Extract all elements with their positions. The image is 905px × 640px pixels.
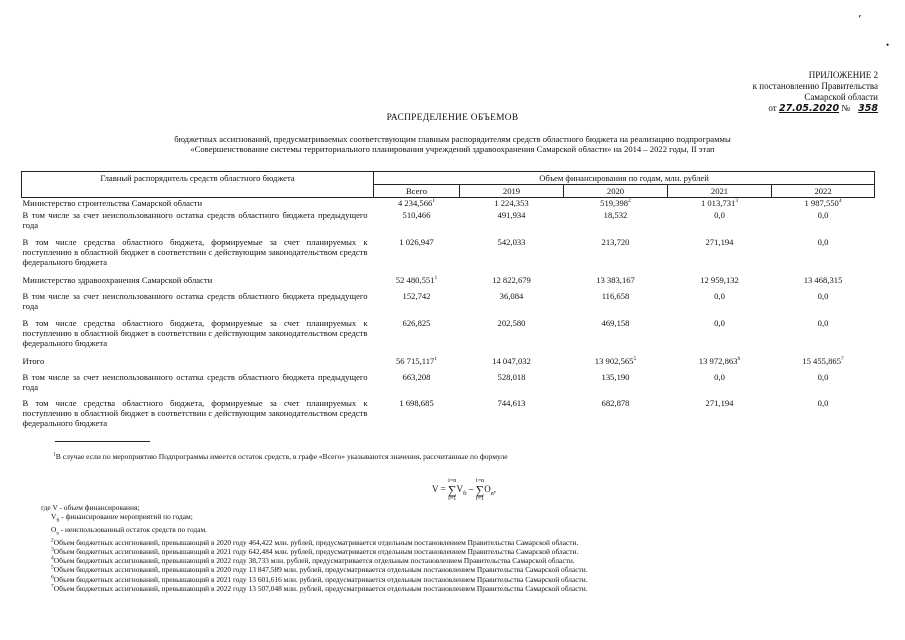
title-line-1: РАСПРЕДЕЛЕНИЕ ОБЪЕМОВ xyxy=(386,113,519,123)
col-header-2019: 2019 xyxy=(460,185,564,198)
row-minstroy-federal xyxy=(22,237,875,275)
cell-2022 xyxy=(772,398,875,435)
cell-value: 52 480,551 xyxy=(395,274,435,285)
row-label: В том числе за счет неиспользованного остатка средств областного бюджета предыдущего года xyxy=(22,371,368,392)
footnote-separator xyxy=(55,441,150,442)
cell-value: 36,084 xyxy=(499,290,524,301)
cell-value: 0,0 xyxy=(714,371,725,382)
cell-value: 152,742 xyxy=(402,290,431,301)
formula-tail: , xyxy=(493,484,496,495)
cell-2021 xyxy=(668,210,772,237)
cell-2021 xyxy=(668,398,772,435)
appendix-line-3: Самарской области xyxy=(804,91,878,102)
cell-value: 0,0 xyxy=(714,317,725,328)
cell-value: 4 234,566 xyxy=(397,198,433,209)
date-prefix: от xyxy=(768,102,777,113)
sum-symbol-2: i=n ∑ i=1 xyxy=(475,478,485,502)
cell-2019 xyxy=(460,356,564,372)
cell-value: 469,158 xyxy=(601,317,630,328)
cell-2022 xyxy=(772,237,875,275)
row-label: В том числе средства областного бюджета, формируемые за счет планируемых к поступлению в областной бюджет в соответствии с действующим законодательством средств федерального бюджета xyxy=(22,397,368,429)
cell-2020 xyxy=(564,198,668,210)
cell-value: 0,0 xyxy=(817,317,829,328)
cell-total xyxy=(374,318,460,356)
col-header-2022: 2022 xyxy=(772,185,875,198)
cell-value: 271,194 xyxy=(705,397,734,408)
cell-2019 xyxy=(460,198,564,210)
cell-value: 13 972,863 xyxy=(698,355,738,366)
cell-2022 xyxy=(772,275,875,291)
budget-table xyxy=(21,171,875,435)
row-minstroy xyxy=(22,198,875,210)
cell-value: 510,466 xyxy=(402,209,431,220)
cell-footnote-ref: 4 xyxy=(838,198,842,205)
cell-value: 542,033 xyxy=(497,236,526,247)
legend-on-symbol: O xyxy=(51,524,57,534)
legend-vfi-sub: fi xyxy=(56,518,60,524)
cell-2021 xyxy=(668,291,772,318)
handwritten-number: 358 xyxy=(858,102,878,114)
cell-value: 12 959,132 xyxy=(700,274,739,285)
cell-value: 1 013,731 xyxy=(700,198,736,209)
formula-term-2: O xyxy=(484,484,491,495)
footnote-2 xyxy=(51,538,588,547)
col-header-2020: 2020 xyxy=(564,185,668,198)
legend-on-sub: n xyxy=(56,531,59,537)
cell-value: 202,580 xyxy=(497,317,526,328)
footnote-sup: 3 xyxy=(51,546,54,553)
cell-value: 744,613 xyxy=(497,397,526,408)
cell-value: 0,0 xyxy=(817,371,829,382)
cell-2021 xyxy=(668,198,772,210)
cell-value: 13 383,167 xyxy=(596,274,635,285)
cell-value: 1 987,550 xyxy=(804,198,839,209)
cell-value: 0,0 xyxy=(714,209,725,220)
cell-value: 1 026,947 xyxy=(399,236,434,247)
cell-2020 xyxy=(564,237,668,275)
cell-2021 xyxy=(668,372,772,398)
cell-2022 xyxy=(772,318,875,356)
document-title xyxy=(0,113,905,154)
cell-2020 xyxy=(564,398,668,435)
legend-on xyxy=(41,525,588,538)
cell-value: 663,208 xyxy=(402,371,431,382)
footnote-6 xyxy=(51,575,588,584)
row-label: Министерство здравоохранения Самарской области xyxy=(22,274,213,285)
cell-footnote-ref: 5 xyxy=(633,355,637,362)
legend-where: где V - объем финансирования; xyxy=(41,503,140,512)
formula-term-1: V xyxy=(456,484,463,495)
cell-2021 xyxy=(668,356,772,372)
row-minzdrav xyxy=(22,275,875,291)
footnote-text: Объем бюджетных ассигнований, превышающий в 2020 году 13 847,589 млн. рублей, предусматривается отдельным постановлением Правительства Самарской области. xyxy=(53,565,588,575)
cell-value: 1 224,353 xyxy=(494,198,529,209)
cell-2022 xyxy=(772,291,875,318)
sum2-bottom: i=1 xyxy=(475,496,484,502)
footnote-5 xyxy=(51,565,588,574)
cell-value: 13 902,565 xyxy=(594,355,634,366)
cell-total xyxy=(374,198,460,210)
header-main: Главный распорядитель средств областного бюджета xyxy=(22,172,374,198)
cell-value: 0,0 xyxy=(817,209,829,220)
cell-value: 491,934 xyxy=(497,209,526,220)
cell-2022 xyxy=(772,198,875,210)
cell-value: 271,194 xyxy=(705,236,734,247)
col-header-total: Всего xyxy=(374,185,460,198)
sum2-top: i=n xyxy=(475,478,484,484)
cell-2020 xyxy=(564,291,668,318)
row-minzdrav-federal xyxy=(22,318,875,356)
formula-term-2-sub: n xyxy=(490,490,494,497)
cell-value: 213,720 xyxy=(601,236,630,247)
legend-vfi xyxy=(41,512,588,525)
footnote-sup: 4 xyxy=(51,555,54,562)
footnote-1-sup: 1 xyxy=(53,451,56,458)
footnote-sup: 6 xyxy=(51,574,54,581)
legend xyxy=(41,503,588,593)
cell-2020 xyxy=(564,372,668,398)
cell-2022 xyxy=(772,356,875,372)
cell-footnote-ref: 3 xyxy=(735,198,739,205)
row-label: В том числе за счет неиспользованного остатка средств областного бюджета предыдущего года xyxy=(22,209,368,230)
cell-2019 xyxy=(460,398,564,435)
header-group: Объем финансирования по годам, млн. рублей xyxy=(374,172,875,185)
cell-2020 xyxy=(564,275,668,291)
formula-term-1-sub: fi xyxy=(462,490,467,497)
formula-lhs: V = xyxy=(432,484,446,495)
cell-value: 13 468,315 xyxy=(803,274,843,285)
sum1-bottom: i=1 xyxy=(448,496,457,502)
cell-2022 xyxy=(772,210,875,237)
legend-on-text: - неиспользованный остаток средств по годам. xyxy=(58,524,207,534)
number-prefix: № xyxy=(841,102,850,113)
cell-value: 519,398 xyxy=(600,198,629,209)
cell-total xyxy=(374,356,460,372)
cell-value: 135,190 xyxy=(601,371,630,382)
cell-value: 116,658 xyxy=(601,290,630,301)
cell-total xyxy=(374,275,460,291)
cell-value: 0,0 xyxy=(817,397,829,408)
footnote-sup: 2 xyxy=(51,537,54,544)
cell-value: 626,825 xyxy=(402,317,431,328)
cell-value: 528,018 xyxy=(497,371,526,382)
footnote-sup: 5 xyxy=(51,564,54,571)
cell-footnote-ref: 1 xyxy=(432,198,436,205)
cell-value: 0,0 xyxy=(714,290,725,301)
footnote-3 xyxy=(51,547,588,556)
cell-2022 xyxy=(772,372,875,398)
row-label: Итого xyxy=(22,355,45,366)
footnote-text: Объем бюджетных ассигнований, превышающий в 2021 году 642,484 млн. рублей, предусматривается отдельным постановлением Правительства Самарской области. xyxy=(53,546,579,556)
cell-value: 14 047,032 xyxy=(492,355,531,366)
cell-2019 xyxy=(460,237,564,275)
cell-total xyxy=(374,291,460,318)
footnote-text: Объем бюджетных ассигнований, превышающий в 2022 году 13 507,048 млн. рублей, предусматривается отдельным постановлением Правительства Самарской области. xyxy=(53,583,588,593)
col-header-2021: 2021 xyxy=(668,185,772,198)
cell-total xyxy=(374,372,460,398)
cell-2019 xyxy=(460,318,564,356)
cell-footnote-ref: 2 xyxy=(628,198,631,205)
sum1-top: i=n xyxy=(448,478,457,484)
handwritten-date: 27.05.2020 xyxy=(778,102,840,114)
footnote-text: Объем бюджетных ассигнований, превышающий в 2020 году 464,422 млн. рублей, предусматривается отдельным постановлением Правительства Самарской области. xyxy=(53,537,579,547)
footnote-1-text: В случае если по мероприятию Подпрограммы имеется остаток средств, в графе «Всего» указываются значения, рассчитанные по формуле xyxy=(55,452,508,461)
corner-dot: • xyxy=(886,40,890,50)
row-minzdrav-remainder xyxy=(22,291,875,318)
footnote-7 xyxy=(51,584,588,593)
cell-footnote-ref: 6 xyxy=(737,355,741,362)
appendix-title: ПРИЛОЖЕНИЕ 2 xyxy=(808,70,878,80)
cell-value: 15 455,865 xyxy=(802,355,841,366)
cell-total xyxy=(374,237,460,275)
cell-footnote-ref: 1 xyxy=(434,274,438,281)
cell-value: 12 822,679 xyxy=(492,274,531,285)
cell-2020 xyxy=(564,210,668,237)
cell-total xyxy=(374,210,460,237)
cell-value: 682,878 xyxy=(601,397,630,408)
footnote-text: Объем бюджетных ассигнований, превышающий в 2022 году 38,733 млн. рублей, предусматривается отдельным постановлением Правительства Самарской области. xyxy=(53,556,575,566)
cell-2019 xyxy=(460,291,564,318)
title-line-3: «Совершенствование системы территориального планирования учреждений здравоохранения Самарской области» на 2014 – 2022 годы, II этап xyxy=(190,144,715,155)
footnotes-list xyxy=(41,538,588,594)
cell-footnote-ref: 7 xyxy=(840,355,844,362)
sum-symbol-1: i=n ∑ i=1 xyxy=(447,478,457,502)
footnote-1 xyxy=(53,453,508,462)
cell-value: 0,0 xyxy=(817,236,829,247)
row-label: В том числе средства областного бюджета, формируемые за счет планируемых к поступлению в областной бюджет в соответствии с действующим законодательством средств федерального бюджета xyxy=(22,317,368,349)
row-label: В том числе за счет неиспользованного остатка средств областного бюджета предыдущего года xyxy=(22,290,368,311)
cell-2021 xyxy=(668,237,772,275)
cell-footnote-ref: 1 xyxy=(434,355,438,362)
cell-total xyxy=(374,398,460,435)
cell-2019 xyxy=(460,210,564,237)
cell-2020 xyxy=(564,356,668,372)
formula-minus: – xyxy=(466,484,476,495)
legend-vfi-symbol: V xyxy=(51,512,57,522)
row-minstroy-remainder xyxy=(22,210,875,237)
appendix-block xyxy=(753,70,878,114)
cell-2019 xyxy=(460,275,564,291)
cell-2019 xyxy=(460,372,564,398)
title-line-2: бюджетных ассигнований, предусматриваемых соответствующим главным распорядителям средств областного бюджета на реализацию подпрограммы xyxy=(174,134,731,145)
legend-vfi-text: - финансирование мероприятий по годам; xyxy=(59,512,193,522)
row-label: Министерство строительства Самарской области xyxy=(22,198,203,209)
cell-value: 56 715,117 xyxy=(395,355,435,366)
cell-value: 18,532 xyxy=(603,209,628,220)
cell-2021 xyxy=(668,275,772,291)
cell-value: 1 698,685 xyxy=(399,397,434,408)
formula xyxy=(432,478,496,502)
row-total-remainder xyxy=(22,372,875,398)
row-total-federal xyxy=(22,398,875,435)
cell-value: 0,0 xyxy=(817,290,829,301)
row-total xyxy=(22,356,875,372)
cell-2020 xyxy=(564,318,668,356)
row-label: В том числе средства областного бюджета, формируемые за счет планируемых к поступлению в областной бюджет в соответствии с действующим законодательством средств федерального бюджета xyxy=(22,236,368,268)
footnote-text: Объем бюджетных ассигнований, превышающий в 2021 году 13 601,616 млн. рублей, предусматривается отдельным постановлением Правительства Самарской области. xyxy=(53,574,588,584)
cell-2021 xyxy=(668,318,772,356)
appendix-line-2: к постановлению Правительства xyxy=(752,80,878,91)
corner-mark: ٬ xyxy=(858,14,862,26)
footnote-sup: 7 xyxy=(51,583,54,590)
